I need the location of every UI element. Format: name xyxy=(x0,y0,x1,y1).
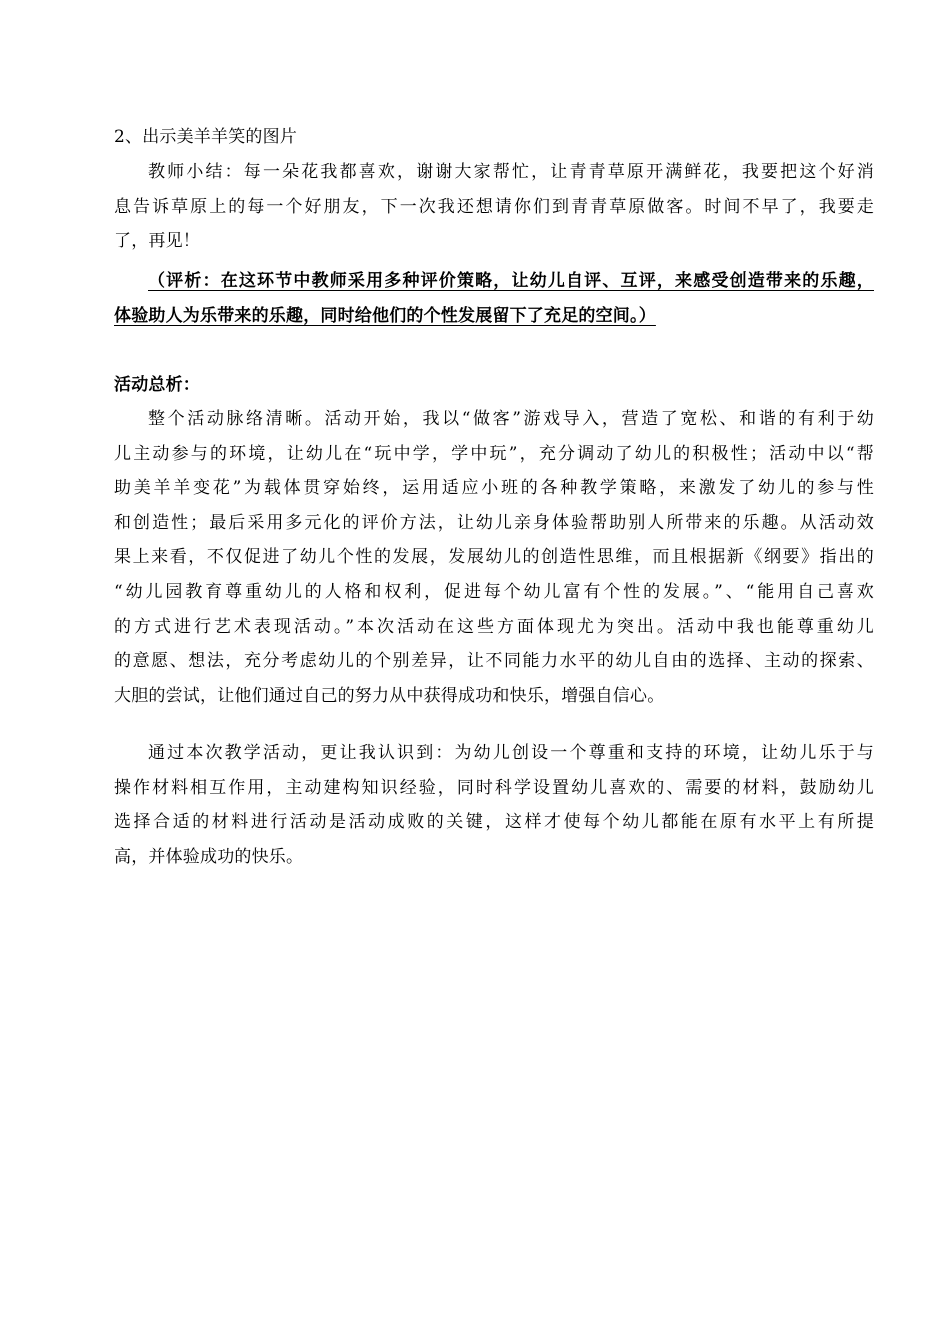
paragraph-line: 的方式进行艺术表现活动。”本次活动在这些方面体现尤为突出。活动中我也能尊重幼儿 xyxy=(114,616,874,637)
evaluation-comment-line: （评析：在这环节中教师采用多种评价策略，让幼儿自评、互评，来感受创造带来的乐趣， xyxy=(148,271,874,291)
paragraph-line: 大胆的尝试，让他们通过自己的努力从中获得成功和快乐，增强自信心。 xyxy=(114,685,665,706)
paragraph-line: 的意愿、想法，充分考虑幼儿的个别差异，让不同能力水平的幼儿自由的选择、主动的探索、 xyxy=(114,651,874,672)
paragraph-line: 操作材料相互作用，主动建构知识经验，同时科学设置幼儿喜欢的、需要的材料，鼓励幼儿 xyxy=(114,777,874,798)
step-2-line xyxy=(114,120,874,155)
evaluation-comment-line-wrap xyxy=(114,299,874,334)
analysis-paragraph-2 xyxy=(114,736,874,874)
teacher-summary-line: 了，再见！ xyxy=(114,231,200,252)
teacher-summary-line: 息告诉草原上的每一个好朋友，下一次我还想请你们到青青草原做客。时间不早了，我要走 xyxy=(114,196,874,217)
analysis-heading xyxy=(114,368,874,403)
paragraph-line: 通过本次教学活动，更让我认识到：为幼儿创设一个尊重和支持的环境，让幼儿乐于与 xyxy=(148,743,874,763)
teacher-summary-line: 教师小结：每一朵花我都喜欢，谢谢大家帮忙，让青青草原开满鲜花，我要把这个好消 xyxy=(148,162,874,182)
paragraph-line: 高，并体验成功的快乐。 xyxy=(114,846,304,867)
paragraph-line: 选择合适的材料进行活动是活动成败的关键，这样才使每个幼儿都能在原有水平上有所提 xyxy=(114,812,874,833)
paragraph-line: “幼儿园教育尊重幼儿的人格和权利，促进每个幼儿富有个性的发展。”、“能用自己喜欢 xyxy=(114,581,874,602)
analysis-heading-text: 活动总析： xyxy=(114,375,200,395)
paragraph-line: 整个活动脉络清晰。活动开始，我以“做客”游戏导入，营造了宽松、和谐的有利于幼 xyxy=(148,409,874,429)
paragraph-line: 儿主动参与的环境，让幼儿在“玩中学，学中玩”，充分调动了幼儿的积极性；活动中以“帮 xyxy=(114,443,874,464)
paragraph-line: 助美羊羊变花”为载体贯穿始终，运用适应小班的各种教学策略，来激发了幼儿的参与性 xyxy=(114,478,874,499)
paragraph-line: 和创造性；最后采用多元化的评价方法，让幼儿亲身体验帮助别人所带来的乐趣。从活动效 xyxy=(114,512,874,533)
evaluation-comment-line: 体验助人为乐带来的乐趣，同时给他们的个性发展留下了充足的空间。） xyxy=(114,305,656,326)
evaluation-comment xyxy=(114,264,874,333)
teacher-summary xyxy=(114,155,874,259)
step-2-text: 2、出示美羊羊笑的图片 xyxy=(114,127,298,147)
analysis-paragraph-1 xyxy=(114,402,874,713)
evaluation-comment-line-wrap xyxy=(114,264,874,299)
paragraph-line: 果上来看，不仅促进了幼儿个性的发展，发展幼儿的创造性思维，而且根据新《纲要》指出的 xyxy=(114,547,874,568)
